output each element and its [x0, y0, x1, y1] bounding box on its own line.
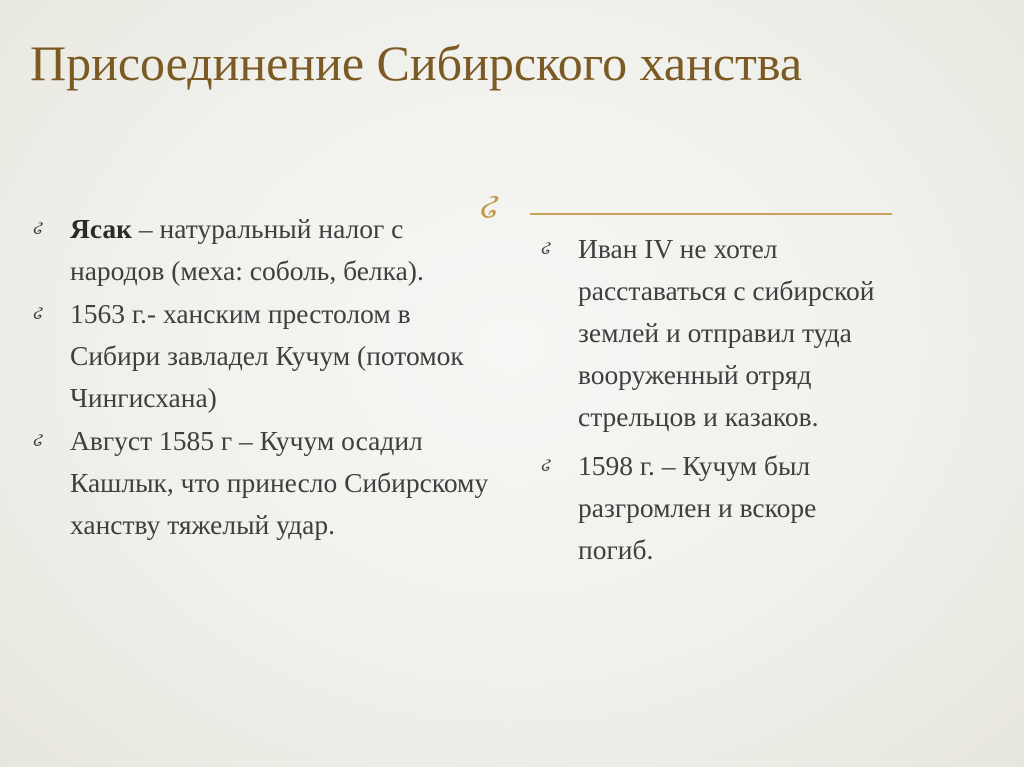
bullet-term: Ясак — [70, 213, 132, 244]
swirl-ornament-icon: ઢ — [478, 186, 496, 226]
bullet-marker-icon: ઢ — [32, 303, 40, 324]
slide-title: Присоединение Сибирского ханства — [30, 35, 803, 91]
bullet-marker-icon: ઢ — [32, 430, 40, 451]
bullet-item — [538, 445, 898, 571]
bullet-item — [30, 420, 490, 546]
bullet-marker-icon: ઢ — [540, 455, 548, 476]
bullet-text: Август 1585 г – Кучум осадил Кашлык, что принесло Сибирскому ханству тяжелый удар. — [70, 425, 489, 540]
decorative-rule — [530, 213, 892, 215]
bullet-text: Иван IV не хотел расставаться с сибирской землей и отправил туда вооруженный отряд стрельцов и казаков. — [578, 233, 875, 432]
bullet-item — [538, 228, 898, 438]
bullet-marker-icon: ઢ — [540, 238, 548, 259]
bullet-text: 1563 г.- ханским престолом в Сибири завладел Кучум (потомок Чингисхана) — [70, 298, 464, 413]
bullet-text: 1598 г. – Кучум был разгромлен и вскоре погиб. — [578, 450, 817, 565]
right-column — [538, 228, 898, 571]
bullet-text: – натуральный налог с народов (меха: соболь, белка). — [70, 213, 424, 286]
left-column — [30, 208, 490, 546]
bullet-item — [30, 208, 490, 292]
bullet-marker-icon: ઢ — [32, 218, 40, 239]
bullet-item — [30, 293, 490, 419]
